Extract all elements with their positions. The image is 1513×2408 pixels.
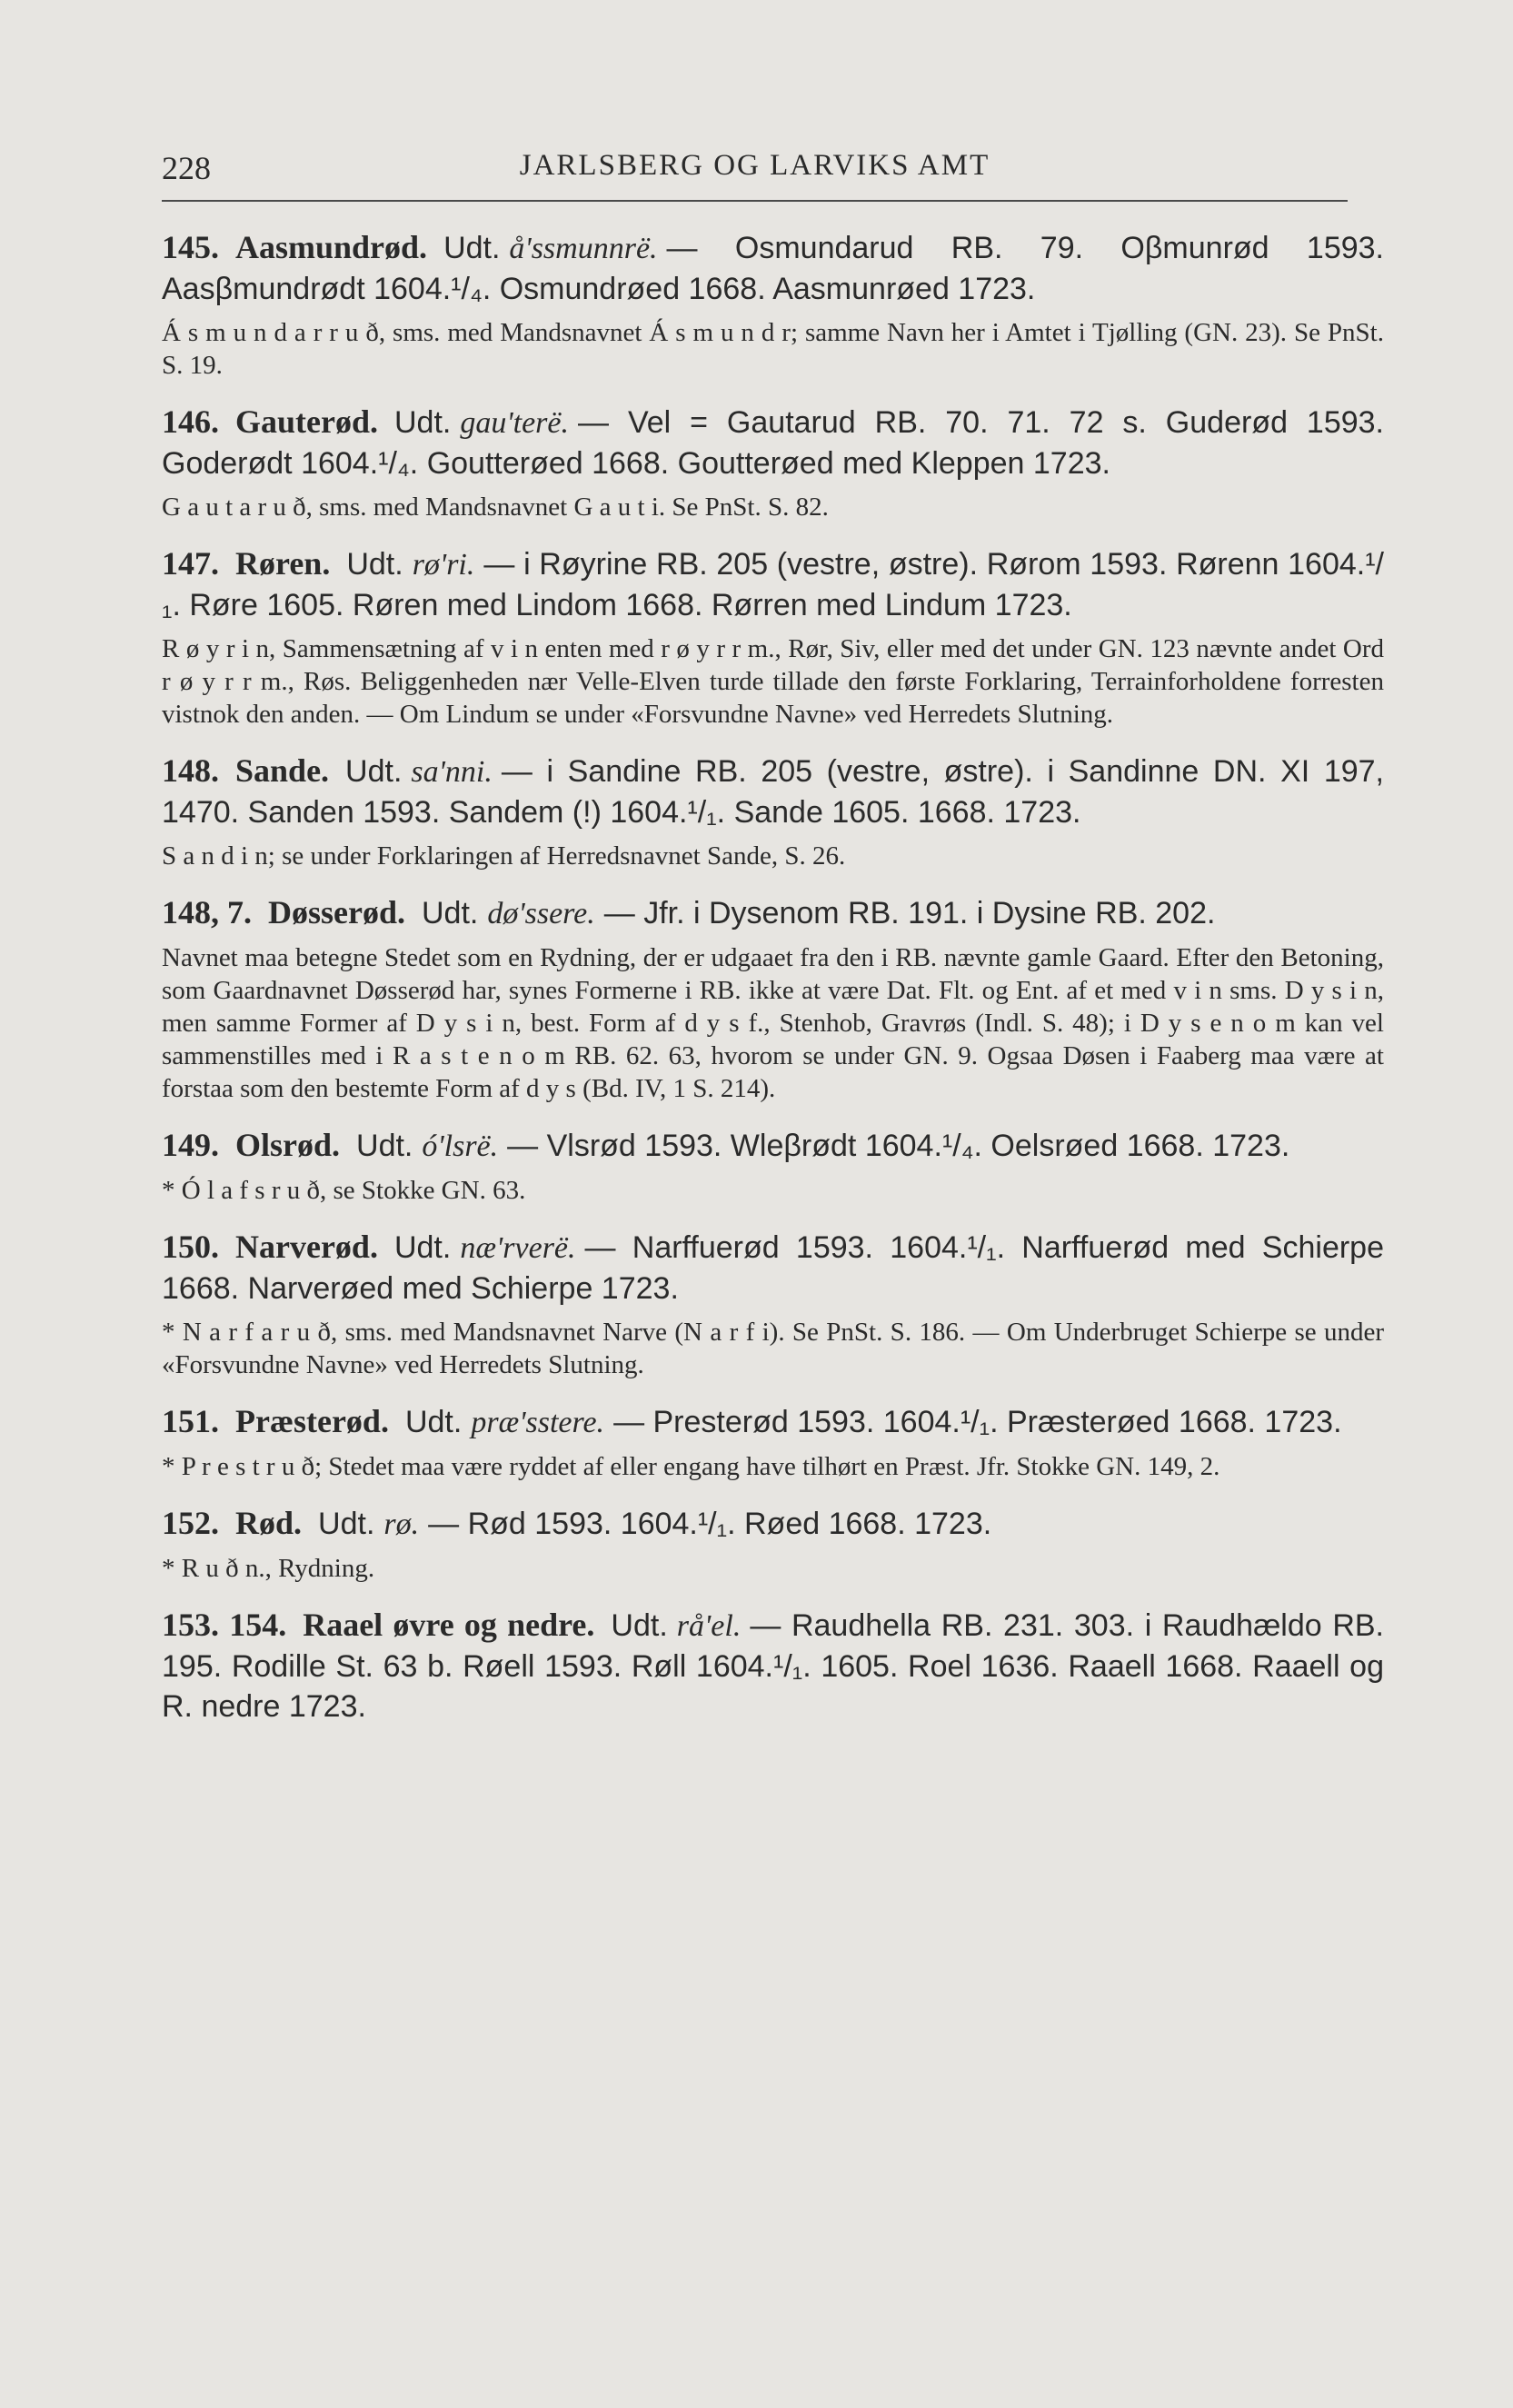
entry-note: * N a r f a r u ð, sms. med Mandsnavnet Narve (N a r f i). Se PnSt. S. 186. — Om Underbruget Schierpe se under «Forsvundne Navne» ved Herredets Slutning. — [162, 1318, 1384, 1379]
entry-number: 151. — [162, 1403, 219, 1439]
entry-forms: — i Røyrine RB. 205 (vestre, østre). Rørom 1593. Rørenn 1604.¹/₁. Røre 1605. Røren med Lindom 1668. Rørren med Lindum 1723. — [162, 547, 1384, 622]
entry-name: Raael øvre og nedre. — [303, 1607, 595, 1643]
entry-forms: — Vlsrød 1593. Wleβrødt 1604.¹/₄. Oelsrøed 1668. 1723. — [507, 1129, 1290, 1163]
entry-number: 152. — [162, 1505, 219, 1541]
entry-number: 149. — [162, 1127, 219, 1163]
entry-147 — [162, 543, 1384, 731]
entry-148-7 — [162, 892, 1384, 1105]
entry-pronunciation: næ'rverë. — [460, 1231, 576, 1265]
entry-pronunciation: gau'terë. — [460, 406, 569, 440]
entry-146 — [162, 402, 1384, 523]
entry-pronunciation: rø. — [383, 1507, 420, 1541]
page-header — [162, 145, 1348, 202]
entry-note: Navnet maa betegne Stedet som en Rydning, der er udgaaet fra den i RB. nævnte gamle Gaard. Efter den Betoning, som Gaardnavnet Døsserød har, synes Formerne i RB. ikke at være Dat. Flt. og Ent. af et med v i n sms. D y s i n, men samme Former af D y s i n, best. Form af d y s f., Stenhob, Gravrøs (Indl. S. 48); i D y s e n o m kan vel sammenstilles med i R a s t e n o m RB. 62. 63, hvorom se under GN. 9. Ogsaa Døsen i Faaberg maa være at forstaa som den bestemte Form af d y s (Bd. IV, 1 S. 214). — [162, 943, 1384, 1103]
entry-main-text — [162, 1401, 1384, 1443]
entry-name: Døsserød. — [268, 894, 405, 930]
entry-153-154 — [162, 1605, 1384, 1726]
entry-main-text — [162, 1227, 1384, 1308]
entry-name: Sande. — [235, 752, 330, 789]
entry-udt: Udt. — [422, 896, 479, 930]
entry-udt: Udt. — [393, 1230, 452, 1265]
entry-number: 148, 7. — [162, 894, 252, 930]
entry-udt: Udt. — [318, 1507, 375, 1541]
entry-name: Præsterød. — [235, 1403, 389, 1439]
entry-number: 147. — [162, 545, 219, 582]
entry-name: Gauterød. — [235, 403, 378, 440]
entry-udt: Udt. — [394, 405, 452, 440]
entry-pronunciation: rø'ri. — [412, 548, 475, 582]
entry-pronunciation: præ'sstere. — [471, 1406, 605, 1439]
entries-column — [162, 227, 1384, 1726]
entry-number: 146. — [162, 403, 219, 440]
entry-note: * Ó l a f s r u ð, se Stokke GN. 63. — [162, 1176, 526, 1205]
entry-udt: Udt. — [443, 231, 501, 265]
entry-pronunciation: rå'el. — [676, 1609, 742, 1643]
entry-pronunciation: dø'ssere. — [487, 897, 595, 930]
entry-number: 145. — [162, 229, 219, 265]
entry-udt: Udt. — [404, 1405, 463, 1439]
entry-name: Aasmundrød. — [235, 229, 428, 265]
entry-forms: — Raudhella RB. 231. 303. i Raudhældo RB. 195. Rodille St. 63 b. Røell 1593. Røll 1604.¹/₁. 1605. Roel 1636. Raaell 1668. Raaell og R. nedre 1723. — [162, 1608, 1385, 1724]
entry-udt: Udt. — [356, 1129, 413, 1163]
entry-name: Røren. — [235, 545, 331, 582]
entry-forms: — Osmundarud RB. 79. Oβmunrød 1593. Aasβmundrødt 1604.¹/₄. Osmundrøed 1668. Aasmunrøed 1723. — [162, 231, 1384, 306]
entry-pronunciation: å'ssmunnrë. — [509, 232, 658, 265]
entry-pronunciation: sa'nni. — [411, 755, 493, 789]
entry-main-text — [162, 227, 1384, 309]
entry-145 — [162, 227, 1384, 382]
entry-udt: Udt. — [345, 754, 403, 789]
entry-forms: — i Sandine RB. 205 (vestre, østre). i Sandinne DN. XI 197, 1470. Sanden 1593. Sandem (!) 1604.¹/₁. Sande 1605. 1668. 1723. — [162, 754, 1384, 830]
entry-note: R ø y r i n, Sammensætning af v i n enten med r ø y r r m., Rør, Siv, eller med det under GN. 123 nævnte andet Ord r ø y r r m., Røs. Beliggenheden nær Velle-Elven turde tillade den første Forklaring, Terrainforholdene forresten vistnok den anden. — Om Lindum se under «Forsvundne Navne» ved Herredets Slutning. — [162, 634, 1384, 729]
entry-number: 150. — [162, 1229, 219, 1265]
entry-udt: Udt. — [346, 547, 403, 582]
entry-main-text — [162, 1503, 1384, 1545]
entry-149 — [162, 1125, 1384, 1207]
entry-forms: — Narffuerød 1593. 1604.¹/₁. Narffuerød med Schierpe 1668. Narverøed med Schierpe 1723. — [162, 1230, 1384, 1306]
entry-note: Á s m u n d a r r u ð, sms. med Mandsnavnet Á s m u n d r; samme Navn her i Amtet i Tjølling (GN. 23). Se PnSt. S. 19. — [162, 318, 1384, 380]
entry-main-text — [162, 751, 1384, 832]
entry-note: * P r e s t r u ð; Stedet maa være ryddet af eller engang have tilhørt en Præst. Jfr. Stokke GN. 149, 2. — [162, 1452, 1220, 1481]
entry-main-text — [162, 402, 1384, 483]
entry-forms: — Jfr. i Dysenom RB. 191. i Dysine RB. 202. — [603, 896, 1216, 930]
entry-forms: — Presterød 1593. 1604.¹/₁. Præsterøed 1668. 1723. — [613, 1405, 1342, 1439]
entry-number: 148. — [162, 752, 219, 789]
entry-forms: — Rød 1593. 1604.¹/₁. Røed 1668. 1723. — [428, 1507, 992, 1541]
entry-main-text — [162, 543, 1384, 625]
entry-main-text — [162, 892, 1384, 934]
page-number: 228 — [162, 150, 211, 186]
entry-150 — [162, 1227, 1384, 1381]
entry-name: Olsrød. — [235, 1127, 341, 1163]
entry-note: * R u ð n., Rydning. — [162, 1554, 375, 1583]
entry-number: 153. 154. — [162, 1607, 287, 1643]
entry-note: G a u t a r u ð, sms. med Mandsnavnet G a u t i. Se PnSt. S. 82. — [162, 493, 829, 522]
entry-pronunciation: ó'lsrë. — [422, 1129, 499, 1163]
entry-151 — [162, 1401, 1384, 1483]
entry-name: Narverød. — [235, 1229, 378, 1265]
running-title: JARLSBERG OG LARVIKS AMT — [519, 149, 990, 182]
entry-main-text — [162, 1605, 1384, 1726]
entry-note: S a n d i n; se under Forklaringen af Herredsnavnet Sande, S. 26. — [162, 841, 846, 871]
entry-152 — [162, 1503, 1384, 1585]
entry-udt: Udt. — [611, 1608, 668, 1643]
entry-name: Rød. — [235, 1505, 303, 1541]
entry-148 — [162, 751, 1384, 872]
entry-main-text — [162, 1125, 1384, 1167]
entry-forms: — Vel = Gautarud RB. 70. 71. 72 s. Guderød 1593. Goderødt 1604.¹/₄. Goutterøed 1668. Goutterøed med Kleppen 1723. — [162, 405, 1384, 481]
